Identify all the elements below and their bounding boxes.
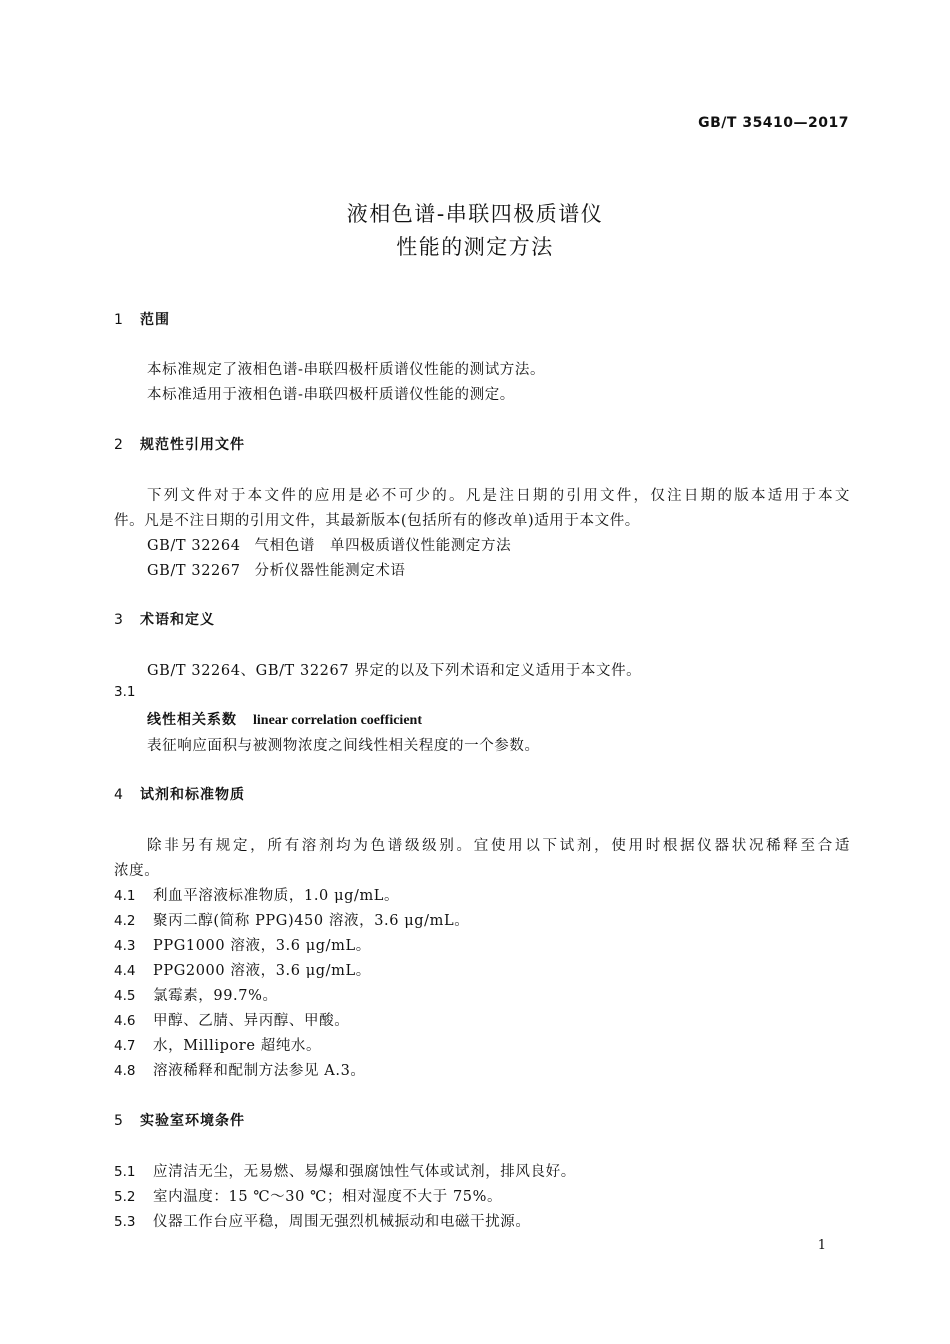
item-text: 甲醇、乙腈、异丙醇、甲酸。 — [153, 1013, 350, 1029]
normative-reference — [147, 534, 511, 555]
list-item — [114, 984, 278, 1005]
section-number: 3 — [114, 612, 124, 628]
section-5-heading — [114, 1110, 245, 1130]
section-title: 规范性引用文件 — [140, 437, 245, 453]
list-item — [114, 884, 399, 905]
term-english: linear correlation coefficient — [253, 713, 422, 728]
section-title: 实验室环境条件 — [140, 1113, 245, 1129]
item-text: 室内温度：15 ℃～30 ℃；相对湿度不大于 75%。 — [153, 1189, 503, 1205]
list-item — [114, 1185, 502, 1206]
item-text: 溶液稀释和配制方法参见 A.3。 — [153, 1063, 366, 1079]
list-item — [114, 959, 371, 980]
standard-number: GB/T 35410—2017 — [698, 115, 849, 131]
doc-title-line-2: 性能的测定方法 — [396, 235, 554, 259]
item-text: PPG2000 溶液，3.6 μg/mL。 — [153, 963, 371, 979]
section-title: 试剂和标准物质 — [140, 787, 245, 803]
doc-title-line-1: 液相色谱-串联四极质谱仪 — [346, 202, 604, 226]
item-number: 4.8 — [114, 1063, 136, 1079]
reference-title: 气相色谱 单四极质谱仪性能测定方法 — [254, 538, 512, 554]
item-number: 4.7 — [114, 1038, 136, 1054]
list-item — [114, 1009, 349, 1030]
list-item — [114, 1160, 576, 1181]
item-number: 4.4 — [114, 963, 136, 979]
item-number: 5.3 — [114, 1214, 136, 1230]
list-item — [114, 1210, 531, 1231]
section-number: 4 — [114, 787, 124, 803]
item-text: 应清洁无尘，无易燃、易爆和强腐蚀性气体或试剂，排风良好。 — [153, 1164, 576, 1180]
section-title: 术语和定义 — [140, 612, 215, 628]
term-number: 3.1 — [114, 684, 136, 700]
item-number: 5.1 — [114, 1164, 136, 1180]
item-text: 水，Millipore 超纯水。 — [153, 1038, 322, 1054]
paragraph-line: 浓度。 — [114, 863, 160, 879]
term-definition: 表征响应面积与被测物浓度之间线性相关程度的一个参数。 — [147, 738, 540, 754]
reference-title: 分析仪器性能测定术语 — [254, 563, 406, 579]
page-number: 1 — [817, 1238, 826, 1253]
list-item — [114, 1034, 321, 1055]
paragraph: 本标准规定了液相色谱-串联四极杆质谱仪性能的测试方法。 — [147, 362, 546, 378]
section-4-heading — [114, 784, 245, 804]
list-item — [114, 934, 371, 955]
item-text: 利血平溶液标准物质，1.0 μg/mL。 — [153, 888, 400, 904]
reference-code: GB/T 32264 — [147, 538, 241, 554]
normative-reference — [147, 559, 406, 580]
list-item — [114, 909, 469, 930]
term-chinese: 线性相关系数 — [147, 712, 237, 728]
section-number: 5 — [114, 1113, 124, 1129]
paragraph-line: 下列文件对于本文件的应用是必不可少的。凡是注日期的引用文件，仅注日期的版本适用于本文 — [147, 488, 850, 504]
item-number: 5.2 — [114, 1189, 136, 1205]
section-1-heading — [114, 309, 170, 329]
item-number: 4.2 — [114, 913, 136, 929]
item-number: 4.3 — [114, 938, 136, 954]
section-number: 1 — [114, 312, 124, 328]
item-number: 4.1 — [114, 888, 136, 904]
paragraph: 本标准适用于液相色谱-串联四极杆质谱仪性能的测定。 — [147, 387, 515, 403]
item-text: 氯霉素，99.7%。 — [153, 988, 278, 1004]
paragraph-line: 除非另有规定，所有溶剂均为色谱级级别。宜使用以下试剂，使用时根据仪器状况稀释至合适 — [147, 838, 850, 854]
item-text: 聚丙二醇(简称 PPG)450 溶液，3.6 μg/mL。 — [153, 913, 470, 929]
reference-code: GB/T 32267 — [147, 563, 241, 579]
list-item — [114, 1059, 366, 1080]
item-text: PPG1000 溶液，3.6 μg/mL。 — [153, 938, 371, 954]
term-entry — [147, 709, 422, 729]
item-number: 4.6 — [114, 1013, 136, 1029]
section-title: 范围 — [140, 312, 170, 328]
section-3-heading — [114, 609, 215, 629]
paragraph-line: 件。凡是不注日期的引用文件，其最新版本(包括所有的修改单)适用于本文件。 — [114, 513, 640, 529]
paragraph: GB/T 32264、GB/T 32267 界定的以及下列术语和定义适用于本文件。 — [147, 663, 642, 679]
item-number: 4.5 — [114, 988, 136, 1004]
section-2-heading — [114, 434, 245, 454]
item-text: 仪器工作台应平稳，周围无强烈机械振动和电磁干扰源。 — [153, 1214, 531, 1230]
section-number: 2 — [114, 437, 124, 453]
